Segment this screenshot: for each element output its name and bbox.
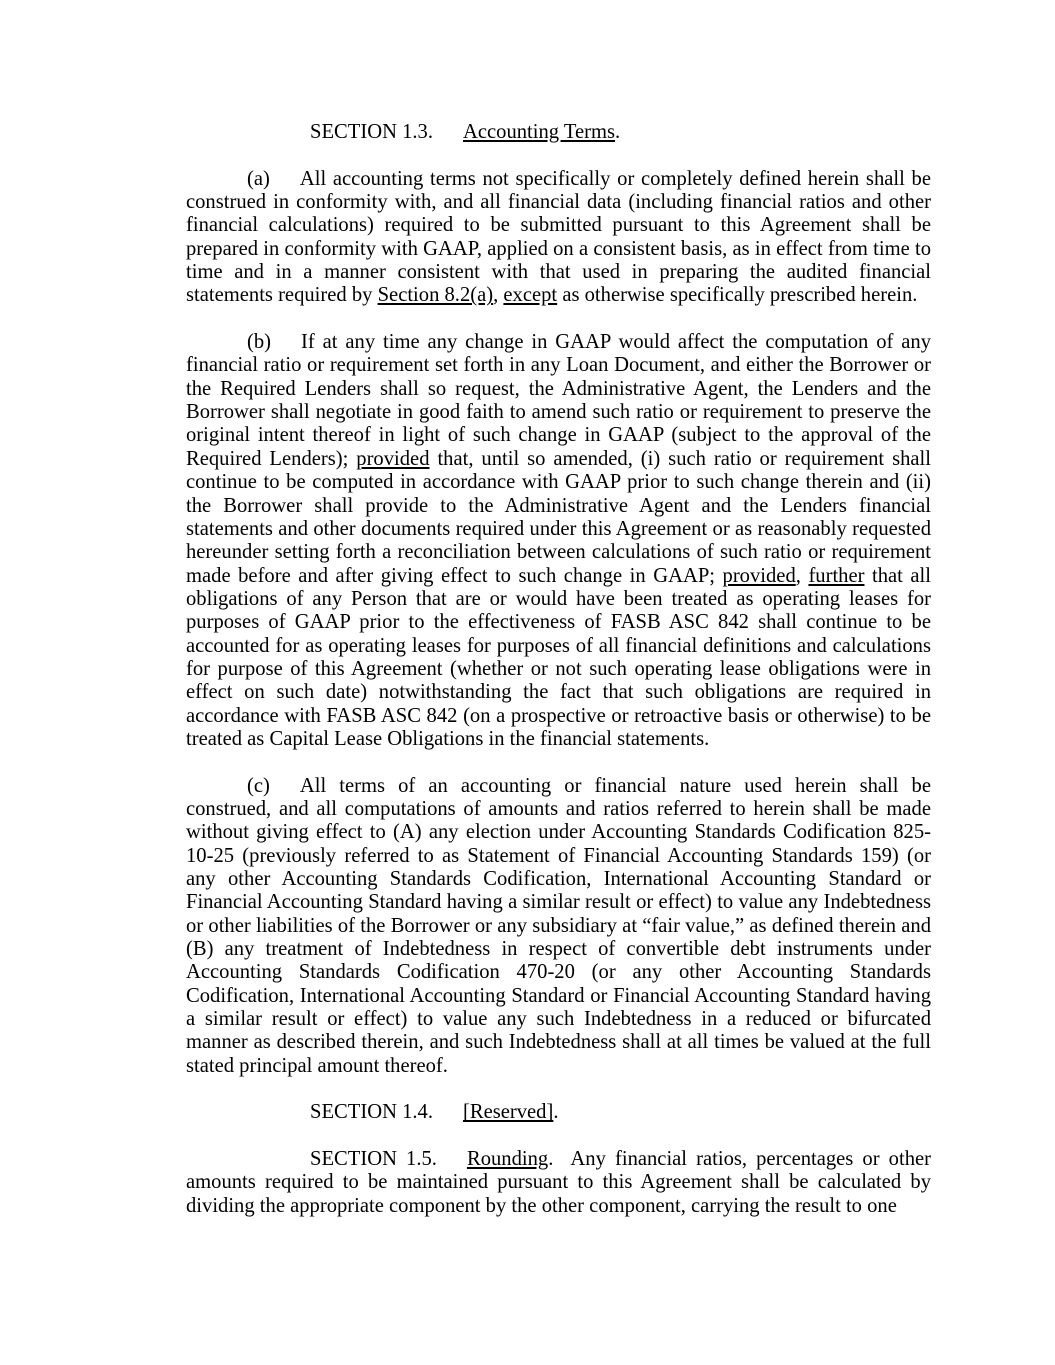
section-1-4-heading-segment: [Reserved] bbox=[463, 1101, 554, 1124]
section-1-3-heading-segment: Accounting Terms bbox=[463, 121, 616, 143]
paragraph-b bbox=[186, 331, 931, 751]
section-1-4-heading-segment: . bbox=[553, 1101, 559, 1124]
paragraph-b-segment: If at any time any change in GAAP would affect the computation of any financial ratio or requirement set forth in any Loan Document, and either the Borrower or the Required Lenders shall so request, the Administrative Agent, the Lenders and the Borrower shall negotiate in good faith to amend such ratio or requirement to preserve the original intent thereof in light of such change in GAAP (subject to the approval of the Required Lenders); bbox=[186, 331, 931, 470]
section-1-4-heading-segment: SECTION 1.4. bbox=[310, 1101, 433, 1124]
paragraph-a-segment: (a) bbox=[247, 167, 270, 190]
section-1-5-paragraph-segment: . Any financial ratios, percentages or other amounts required to be maintained pursuant to this Agreement shall be calculated by dividing the appropriate component by the other component, carrying the result to one bbox=[186, 1148, 931, 1217]
paragraph-c-segment: All terms of an accounting or financial nature used herein shall be construed, and all computations of amounts and ratios referred to herein shall be made without giving effect to (A) any election under Accounting Standards Codification 825-10-25 (previously referred to as Statement of Financial Accounting Standards 159) (or any other Accounting Standards Codification, International Accounting Standard or Financial Accounting Standard having a similar result or effect) to value any Indebtedness or other liabilities of the Borrower or any subsidiary at “fair value,” as defined therein and (B) any treatment of Indebtedness in respect of convertible debt instruments under Accounting Standards Codification 470-20 (or any other Accounting Standards Codification, International Accounting Standard or Financial Accounting Standard having a similar result or effect) to value any such Indebtedness in a reduced or bifurcated manner as described therein, and such Indebtedness shall at all times be valued at the full stated principal amount thereof. bbox=[186, 774, 931, 1077]
section-1-3-heading-segment: SECTION 1.3. bbox=[310, 121, 433, 143]
paragraph-c bbox=[186, 775, 931, 1078]
paragraph-c-segment: (c) bbox=[247, 774, 270, 797]
paragraph-b-segment: (b) bbox=[247, 331, 272, 354]
section-1-5-paragraph-segment: Rounding bbox=[466, 1148, 549, 1171]
paragraph-b-segment: , bbox=[795, 564, 809, 587]
paragraph-a-segment: except bbox=[503, 284, 558, 307]
paragraph-b-segment: provided bbox=[722, 564, 796, 587]
section-1-5-paragraph bbox=[186, 1148, 931, 1218]
section-1-3-heading-segment: . bbox=[615, 121, 621, 143]
section-1-4-heading bbox=[186, 1101, 931, 1124]
paragraph-a-segment: , bbox=[493, 284, 504, 307]
paragraph-a-segment: All accounting terms not specifically or completely defined herein shall be construed in conformity with, and all financial data (including financial ratios and other financial calculations) required to be submitted pursuant to this Agreement shall be prepared in conformity with GAAP, applied on a consistent basis, as in effect from time to time and in a manner consistent with that used in preparing the audited financial statements required by bbox=[186, 167, 931, 307]
section-1-3-heading bbox=[186, 121, 931, 144]
paragraph-a-segment: as otherwise specifically prescribed herein. bbox=[557, 284, 918, 307]
paragraph-a bbox=[186, 168, 931, 308]
document-body bbox=[186, 121, 931, 1242]
paragraph-b-segment: that all obligations of any Person that are or would have been treated as operating leases for purposes of GAAP prior to the effectiveness of FASB ASC 842 shall continue to be accounted for as operating leases for purposes of all financial definitions and calculations for purpose of this Agreement (whether or not such operating lease obligations were in effect on such date) notwithstanding the fact that such obligations are required in accordance with FASB ASC 842 (on a prospective or retroactive basis or otherwise) to be treated as Capital Lease Obligations in the financial statements. bbox=[186, 564, 932, 750]
paragraph-b-segment: provided bbox=[356, 447, 430, 470]
paragraph-b-segment: that, until so amended, (i) such ratio or requirement shall continue to be computed in accordance with GAAP prior to such change therein and (ii) the Borrower shall provide to the Administrative Agent and the Lenders financial statements and other documents required under this Agreement or as reasonably requested hereunder setting forth a reconciliation between calculations of such ratio or requirement made before and after giving effect to such change in GAAP; bbox=[186, 447, 931, 587]
section-1-5-paragraph-segment: SECTION 1.5. bbox=[310, 1148, 437, 1171]
paragraph-a-segment: Section 8.2(a) bbox=[377, 284, 494, 307]
paragraph-b-segment: further bbox=[808, 564, 865, 587]
